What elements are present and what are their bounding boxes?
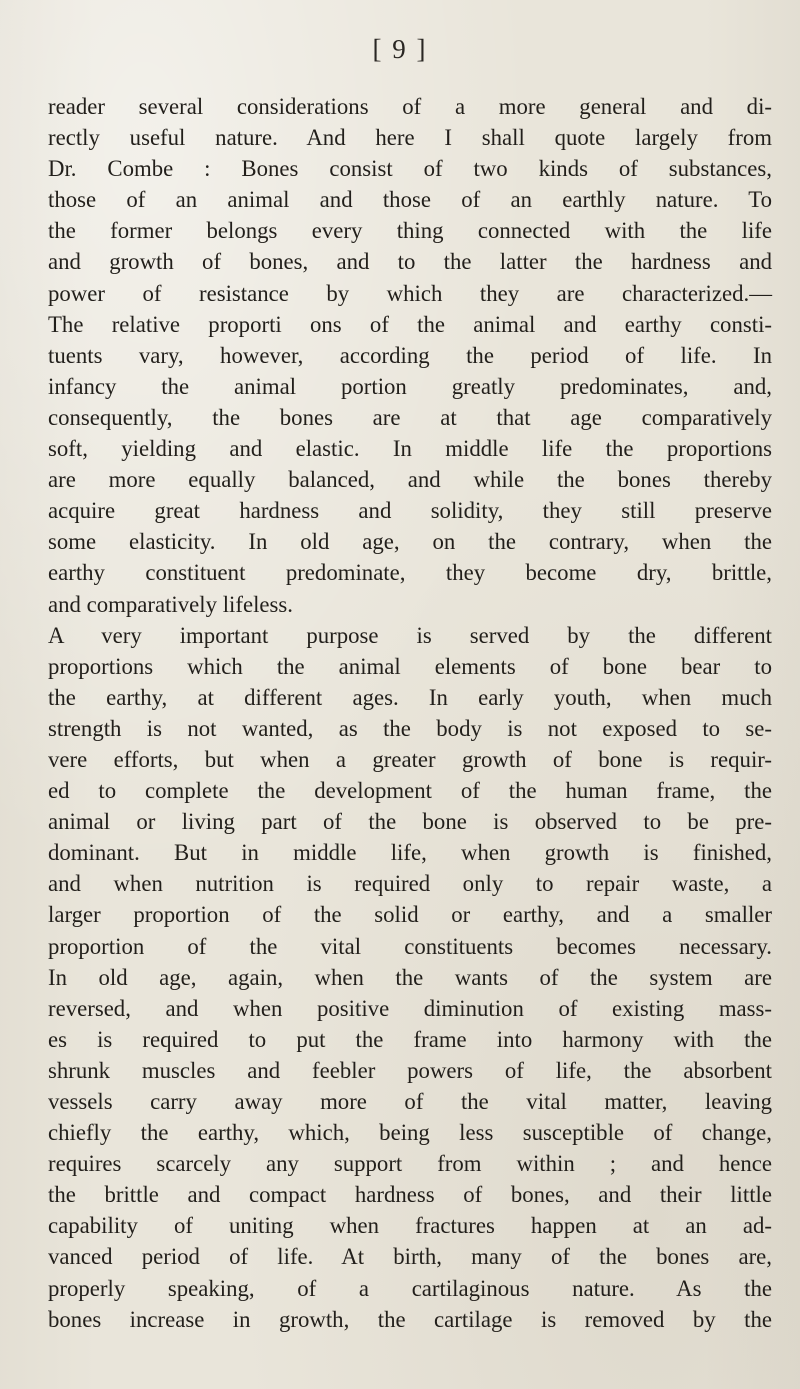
page-number: [ 9 ]: [372, 34, 428, 64]
text-line: larger proportion of the solid or earthy, and a smaller: [48, 902, 772, 928]
text-line: requires scarcely any support from within ; and hence: [48, 1151, 772, 1177]
text-line: some elasticity. In old age, on the contrary, when the: [48, 529, 772, 555]
text-line: A very important purpose is served by the different: [48, 622, 772, 648]
text-line: chiefly the earthy, which, being less susceptible of change,: [48, 1120, 772, 1146]
text-line: capability of uniting when fractures happen at an ad-: [48, 1213, 772, 1239]
text-line: and growth of bones, and to the latter the hardness and: [48, 249, 772, 275]
text-line: earthy constituent predominate, they become dry, brittle,: [48, 560, 772, 586]
text-line: acquire great hardness and solidity, they still preserve: [48, 498, 772, 524]
text-line: power of resistance by which they are characterized.—: [48, 280, 772, 306]
text-line: proportions which the animal elements of bone bear to: [48, 653, 772, 679]
text-line: rectly useful nature. And here I shall quote largely from: [48, 125, 772, 151]
text-line: and comparatively lifeless.: [48, 591, 293, 617]
text-line: Dr. Combe : Bones consist of two kinds of substances,: [48, 156, 772, 182]
text-line: the former belongs every thing connected with the life: [48, 218, 772, 244]
text-line: those of an animal and those of an earthly nature. To: [48, 187, 772, 213]
text-line: consequently, the bones are at that age comparatively: [48, 404, 772, 430]
text-line: strength is not wanted, as the body is not exposed to se-: [48, 715, 772, 741]
text-line: animal or living part of the bone is observed to be pre-: [48, 809, 772, 835]
text-line: the earthy, at different ages. In early youth, when much: [48, 684, 772, 710]
text-line: proportion of the vital constituents becomes necessary.: [48, 933, 772, 959]
text-line: are more equally balanced, and while the bones thereby: [48, 467, 772, 493]
text-line: vanced period of life. At birth, many of the bones are,: [48, 1244, 772, 1270]
text-line: infancy the animal portion greatly predominates, and,: [48, 373, 772, 399]
text-line: ed to complete the development of the human frame, the: [48, 778, 772, 804]
text-line: vessels carry away more of the vital matter, leaving: [48, 1089, 772, 1114]
text-line: In old age, again, when the wants of the system are: [48, 964, 772, 990]
text-line: vere efforts, but when a greater growth of bone is requir-: [48, 746, 772, 772]
text-line: and when nutrition is required only to repair waste, a: [48, 871, 772, 897]
text-line: properly speaking, of a cartilaginous nature. As the: [48, 1275, 772, 1301]
text-line: the brittle and compact hardness of bones, and their little: [48, 1182, 772, 1208]
text-line: reversed, and when positive diminution of existing mass-: [48, 995, 772, 1021]
text-line: soft, yielding and elastic. In middle life the proportions: [48, 436, 772, 462]
text-line: dominant. But in middle life, when growth is finished,: [48, 840, 772, 866]
text-line: tuents vary, however, according the period of life. In: [48, 342, 772, 368]
text-line: reader several considerations of a more general and di-: [48, 94, 772, 119]
body-text: [48, 91, 772, 1335]
text-line: The relative proporti ons of the animal and earthy consti-: [48, 311, 772, 337]
text-line: shrunk muscles and feebler powers of life, the absorbent: [48, 1057, 772, 1083]
text-line: es is required to put the frame into harmony with the: [48, 1026, 772, 1052]
text-line: bones increase in growth, the cartilage is removed by the: [48, 1306, 772, 1332]
